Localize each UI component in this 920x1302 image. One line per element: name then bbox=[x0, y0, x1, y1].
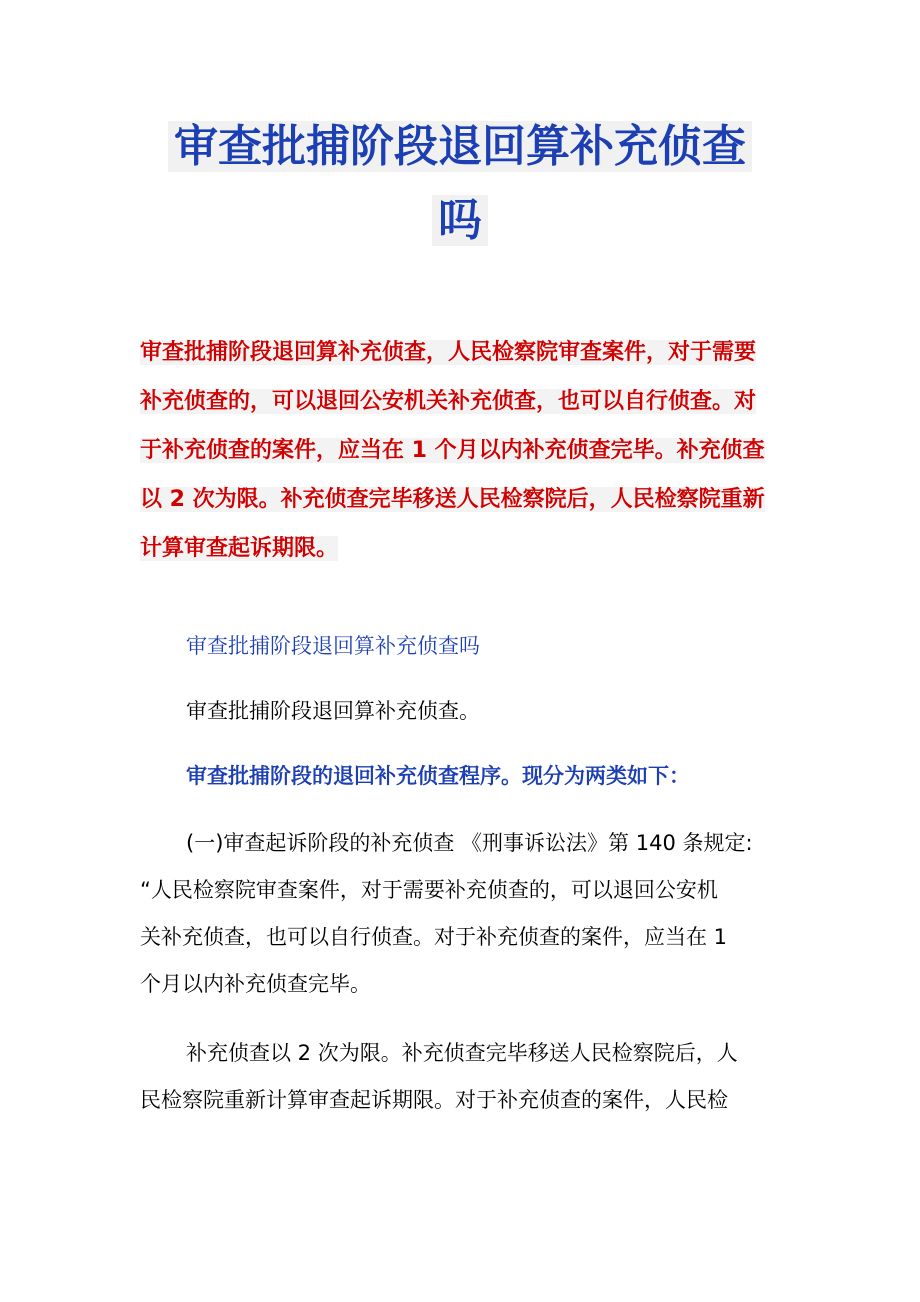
document-title-line-2 bbox=[0, 186, 920, 256]
section-heading-2: 审查批捕阶段的退回补充侦查程序。现分为两类如下： bbox=[186, 764, 690, 788]
body-line: 民检察院重新计算审查起诉期限。对于补充侦查的案件，人民检 bbox=[140, 1088, 728, 1112]
summary-line: 以 2 次为限。补充侦查完毕移送人民检察院后，人民检察院重新 bbox=[140, 487, 765, 512]
summary-line: 计算审查起诉期限。 bbox=[140, 536, 339, 561]
answer-paragraph: 审查批捕阶段退回算补充侦查。 bbox=[186, 699, 480, 723]
body-line: 关补充侦查，也可以自行侦查。对于补充侦查的案件，应当在 1 bbox=[140, 925, 728, 949]
title-text-2: 吗 bbox=[432, 195, 488, 246]
summary-line: 审查批捕阶段退回算补充侦查，人民检察院审查案件，对于需要 bbox=[140, 340, 757, 365]
section-heading-1: 审查批捕阶段退回算补充侦查吗 bbox=[186, 634, 480, 658]
document-title-line-1 bbox=[0, 112, 920, 182]
summary-paragraph bbox=[140, 328, 790, 573]
body-line: “人民检察院审查案件，对于需要补充侦查的，可以退回公安机 bbox=[140, 878, 718, 902]
summary-line: 于补充侦查的案件，应当在 1 个月以内补充侦查完毕。补充侦查 bbox=[140, 438, 765, 463]
title-text-1: 审查批捕阶段退回算补充侦查 bbox=[168, 121, 752, 172]
summary-line: 补充侦查的，可以退回公安机关补充侦查，也可以自行侦查。对 bbox=[140, 389, 757, 414]
body-line: 个月以内补充侦查完毕。 bbox=[140, 972, 371, 996]
body-line: 补充侦查以 2 次为限。补充侦查完毕移送人民检察院后，人 bbox=[186, 1041, 738, 1065]
body-paragraph-2 bbox=[140, 1030, 790, 1124]
body-paragraph-1 bbox=[140, 820, 790, 1008]
body-line: (一)审查起诉阶段的补充侦查 《刑事诉讼法》第 140 条规定: bbox=[186, 831, 753, 855]
